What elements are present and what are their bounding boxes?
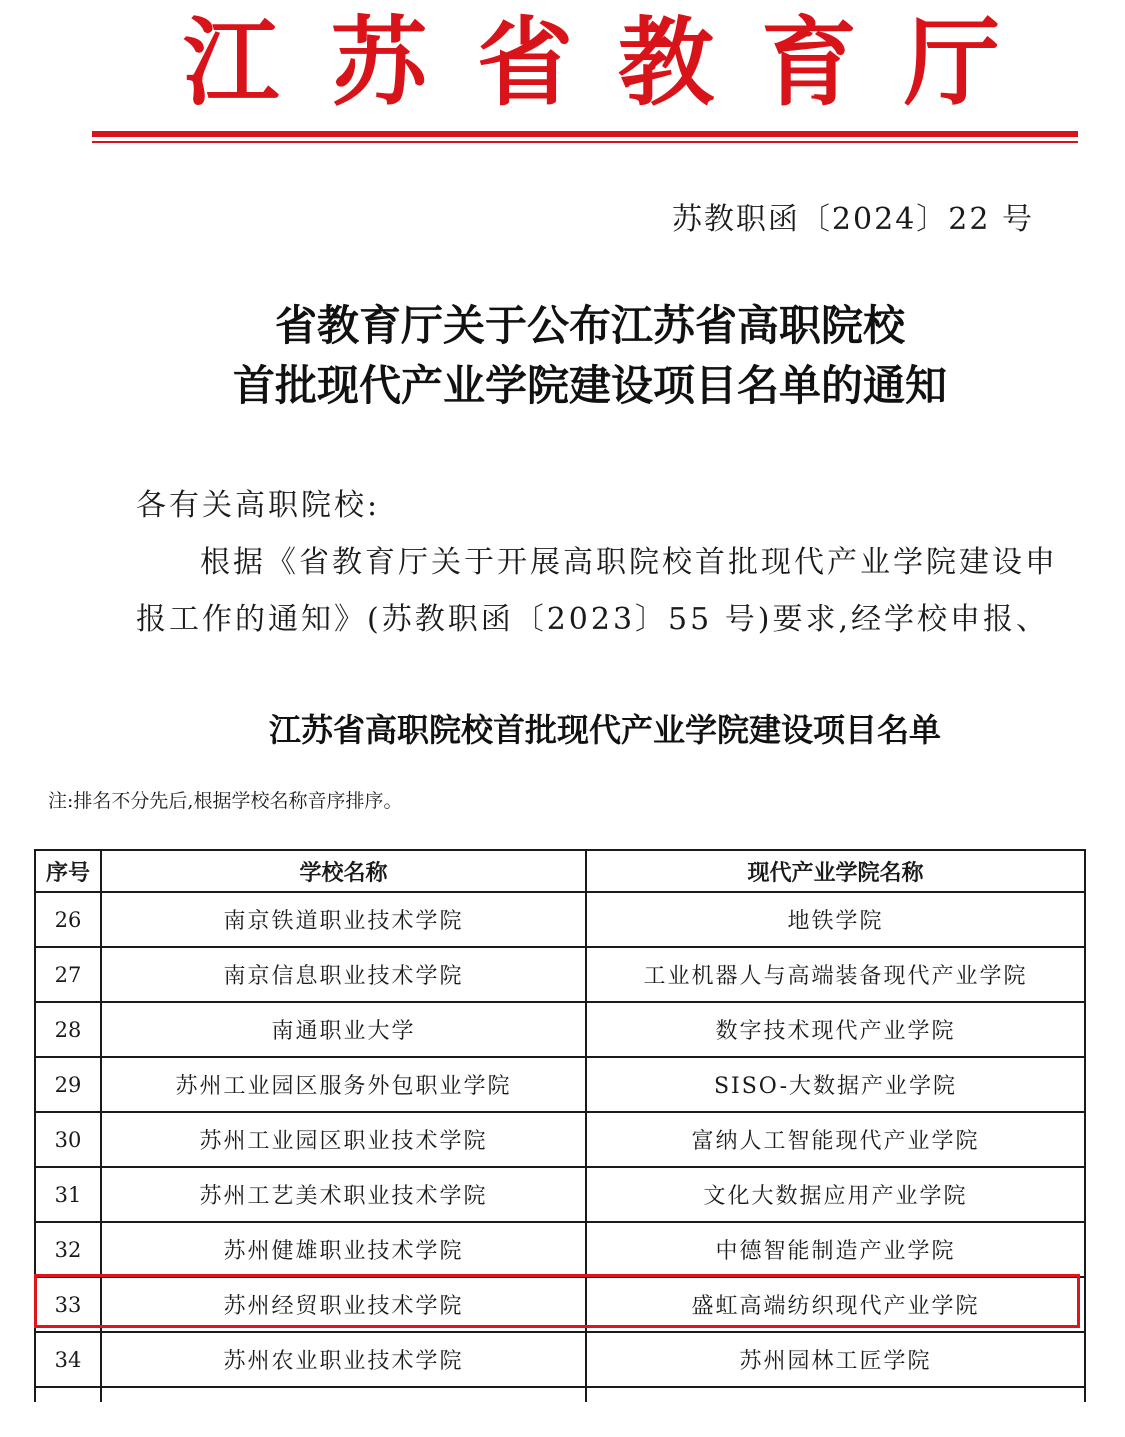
salutation: 各有关高职院校: [136,488,381,523]
college-name: 文化大数据应用产业学院 [586,1167,1085,1222]
school-name: 苏州工业园区职业技术学院 [101,1112,586,1167]
row-number: 30 [35,1112,101,1167]
table-row [35,1332,1085,1387]
masthead-rule-thick [92,131,1078,137]
college-list-table [34,849,1086,1402]
table-cell-empty [35,1387,101,1402]
table-row [35,947,1085,1002]
table-row [35,1222,1085,1277]
college-name: 地铁学院 [586,892,1085,947]
school-name: 苏州工艺美术职业技术学院 [101,1167,586,1222]
row-number: 27 [35,947,101,1002]
school-name: 南通职业大学 [101,1002,586,1057]
masthead-char: 苏 [331,6,427,119]
table-cell-empty [101,1387,586,1402]
masthead-char: 省 [477,6,573,119]
column-header-college: 现代产业学院名称 [586,850,1085,892]
school-name: 南京信息职业技术学院 [101,947,586,1002]
row-number: 31 [35,1167,101,1222]
table-row [35,892,1085,947]
table-row [35,1167,1085,1222]
body-paragraph-line-2: 报工作的通知》(苏教职函〔2023〕55 号)要求,经学校申报、 [136,602,1050,637]
row-number: 32 [35,1222,101,1277]
school-name: 苏州经贸职业技术学院 [101,1277,586,1332]
school-name: 南京铁道职业技术学院 [101,892,586,947]
college-name: 中德智能制造产业学院 [586,1222,1085,1277]
column-header-number: 序号 [35,850,101,892]
document-title-line-2: 首批现代产业学院建设项目名单的通知 [232,361,947,410]
column-header-school: 学校名称 [101,850,586,892]
table-row [35,1112,1085,1167]
college-name: 工业机器人与高端装备现代产业学院 [586,947,1085,1002]
agency-masthead [0,8,1125,118]
table-row [35,1002,1085,1057]
college-name: SISO-大数据产业学院 [586,1057,1085,1112]
body-paragraph-line-1: 根据《省教育厅关于开展高职院校首批现代产业学院建设申 [200,545,1058,580]
list-title: 江苏省高职院校首批现代产业学院建设项目名单 [268,711,941,749]
document-number: 苏教职函〔2024〕22 号 [671,202,1034,237]
row-number: 29 [35,1057,101,1112]
college-name: 苏州园林工匠学院 [586,1332,1085,1387]
masthead-rule-thin [92,141,1078,143]
table-header-row [35,850,1085,892]
list-note: 注:排名不分先后,根据学校名称音序排序。 [48,790,403,812]
school-name: 苏州工业园区服务外包职业学院 [101,1057,586,1112]
masthead-char: 江 [183,6,279,119]
school-name: 苏州农业职业技术学院 [101,1332,586,1387]
row-number: 33 [35,1277,101,1332]
masthead-char: 厅 [904,6,1000,119]
college-name: 盛虹高端纺织现代产业学院 [586,1277,1085,1332]
school-name: 苏州健雄职业技术学院 [101,1222,586,1277]
row-number: 26 [35,892,101,947]
row-number: 28 [35,1002,101,1057]
table-row [35,1057,1085,1112]
college-name: 富纳人工智能现代产业学院 [586,1112,1085,1167]
masthead-char: 教 [618,6,714,119]
table-row-highlighted [35,1277,1085,1332]
college-name: 数字技术现代产业学院 [586,1002,1085,1057]
masthead-char: 育 [761,6,857,119]
table-row-cut-off [35,1387,1085,1402]
document-title-line-1: 省教育厅关于公布江苏省高职院校 [274,301,905,350]
table-cell-empty [586,1387,1085,1402]
row-number: 34 [35,1332,101,1387]
